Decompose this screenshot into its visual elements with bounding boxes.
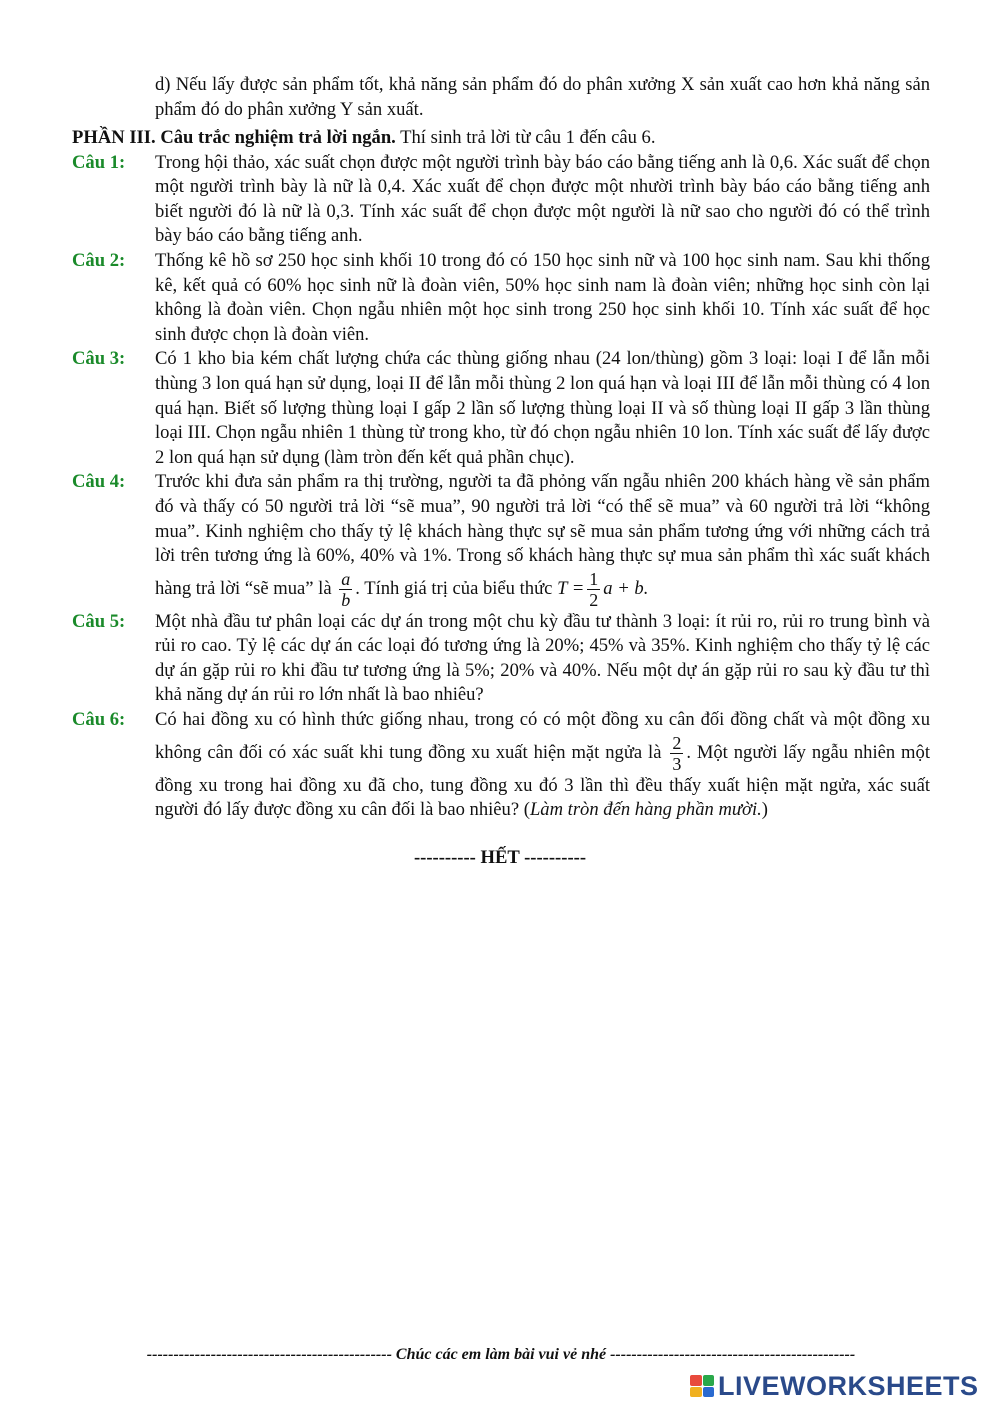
question-label: Câu 1:: [72, 151, 126, 173]
fraction-denominator: 2: [589, 589, 599, 610]
logo-square: [703, 1375, 715, 1386]
question-3: [72, 347, 930, 470]
question-text-part: . Tính giá trị của biểu thức: [355, 577, 558, 599]
liveworksheets-logo[interactable]: [690, 1371, 979, 1401]
logo-square: [703, 1387, 715, 1398]
question-label: Câu 4:: [72, 471, 126, 493]
question-2: [72, 249, 930, 347]
logo-grid-icon: [690, 1375, 714, 1397]
question-text: [155, 470, 930, 609]
section-header: [72, 126, 930, 151]
question-text: [155, 708, 930, 823]
question-label: Câu 2:: [72, 249, 126, 271]
fraction-denominator: 3: [672, 753, 682, 774]
section-title: PHẦN III. Câu trắc nghiệm trả lời ngắn.: [72, 127, 396, 148]
previous-question-option-d: d) Nếu lấy được sản phẩm tốt, khả năng sản phẩm đó do phân xưởng X sản xuất cao hơn khả năng sản phẩm đó do phân xưởng Y sản xuất.: [155, 74, 930, 120]
question-text: Một nhà đầu tư phân loại các dự án trong một chu kỳ đầu tư thành 3 loại: ít rủi ro, rủi ro trung bình và rủi ro cao. Tỷ lệ các dự án các loại đó tương ứng là 20%; 45% và 35%. Kinh nghiệm cho thấy tỷ lệ các dự án gặp rủi ro khi đầu tư tương ứng là 5%; 20% và 40%. Nếu một dự án gặp rủi ro sau kỳ đầu tư thì khả năng dự án rủi ro lớn nhất là bao nhiêu?: [155, 610, 930, 706]
question-text: Trong hội thảo, xác suất chọn được một người trình bày báo cáo bằng tiếng anh là 0,6. Xác suất để chọn một người trình bày là nữ là 0,4. Xác xuất để chọn được một nhười trình bày báo cáo bằng tiếng anh biết người đó là nữ là 0,3. Tính xác suất để chọn được một người là nữ sao cho người đó có thể trình bày báo cáo bằng tiếng anh.: [155, 151, 930, 247]
question-4: [72, 470, 930, 609]
question-1: [72, 151, 930, 249]
end-marker: ---------- HẾT ----------: [413, 847, 587, 868]
question-text: Thống kê hồ sơ 250 học sinh khối 10 trong đó có 150 học sinh nữ và 100 học sinh nam. Sau khi thống kê, kết quả có 60% học sinh nữ là đoàn viên, 50% học sinh nam là đoàn viên; những học sinh còn lại không là đoàn viên. Chọn ngẫu nhiên một học sinh trong 250 học sinh khối 10. Tính xác suất để học sinh được chọn là đoàn viên.: [155, 249, 930, 345]
question-label: Câu 3:: [72, 348, 126, 370]
question-label: Câu 5:: [72, 610, 126, 632]
fraction-numerator: 2: [672, 732, 682, 753]
section-instruction: Thí sinh trả lời từ câu 1 đến câu 6.: [395, 127, 656, 148]
question-text-part: Trước khi đưa sản phẩm ra thị trường, người ta đã phỏng vấn ngẫu nhiên 200 khách hàng về sản phẩm đó và thấy có 50 người trả lời “sẽ mua”, 90 người trả lời “có thể sẽ mua” và 60 người trả lời “không mua”. Kinh nghiệm cho thấy tỷ lệ khách hàng thực sự sẽ mua sản phẩm tương ứng với những cách trả lời trên tương ứng là 60%, 40% và 1%. Trong số khách hàng thực sự mua sản phẩm thì xác suất khách hàng trả lời “sẽ mua” là: [155, 471, 930, 599]
expression-lhs: T =: [557, 577, 585, 599]
fraction-numerator: 1: [589, 568, 599, 589]
footer-message: ---------------------------------------------- Chúc các em làm bài vui vẻ nhé ----------------------------------------------: [146, 1346, 856, 1363]
fraction-numerator: a: [341, 568, 351, 589]
question-label: Câu 6:: [72, 709, 126, 731]
question-5: [72, 610, 930, 708]
question-text: Có 1 kho bia kém chất lượng chứa các thùng giống nhau (24 lon/thùng) gồm 3 loại: loại I để lẫn mỗi thùng 3 lon quá hạn sử dụng, loại II để lẫn mỗi thùng 2 lon quá hạn và loại III để lẫn mỗi thùng có 4 lon quá hạn. Biết số lượng thùng loại I gấp 2 lần số lượng thùng loại II và số thùng loại II gấp 3 lần thùng loại III. Chọn ngẫu nhiên 1 thùng từ trong kho, từ đó chọn ngẫu nhiên 10 lon. Tính xác suất để lấy được 2 lon quá hạn sử dụng (làm tròn đến kết quả phần chục).: [155, 348, 930, 468]
question-text-italic: Làm tròn đến hàng phần mười.: [529, 799, 762, 821]
fraction-two-thirds: [670, 733, 683, 774]
fraction-a-over-b: [339, 569, 352, 610]
question-text-part: . Một người lấy ngẫu nhiên một đồng xu trong hai đồng xu đã cho, tung đồng xu đó 3 lần thì đều thấy xuất hiện mặt ngửa, xác suất người đó lấy được đồng xu cân đối là bao nhiêu? (: [155, 741, 930, 821]
fraction-one-half: [587, 569, 600, 610]
expression-rhs: a + b.: [603, 577, 649, 599]
question-text-part: Có hai đồng xu có hình thức giống nhau, trong có có một đồng xu cân đối đồng chất và một đồng xu không cân đối có xác suất khi tung đồng xu xuất hiện mặt ngửa là: [155, 709, 930, 763]
questions-section: [72, 126, 930, 823]
fraction-denominator: b: [341, 589, 351, 610]
question-6: [72, 708, 930, 823]
question-text-part: ): [761, 799, 768, 821]
logo-text: LIVEWORKSHEETS: [718, 1371, 979, 1401]
logo-square: [690, 1387, 702, 1398]
logo-square: [690, 1375, 702, 1386]
